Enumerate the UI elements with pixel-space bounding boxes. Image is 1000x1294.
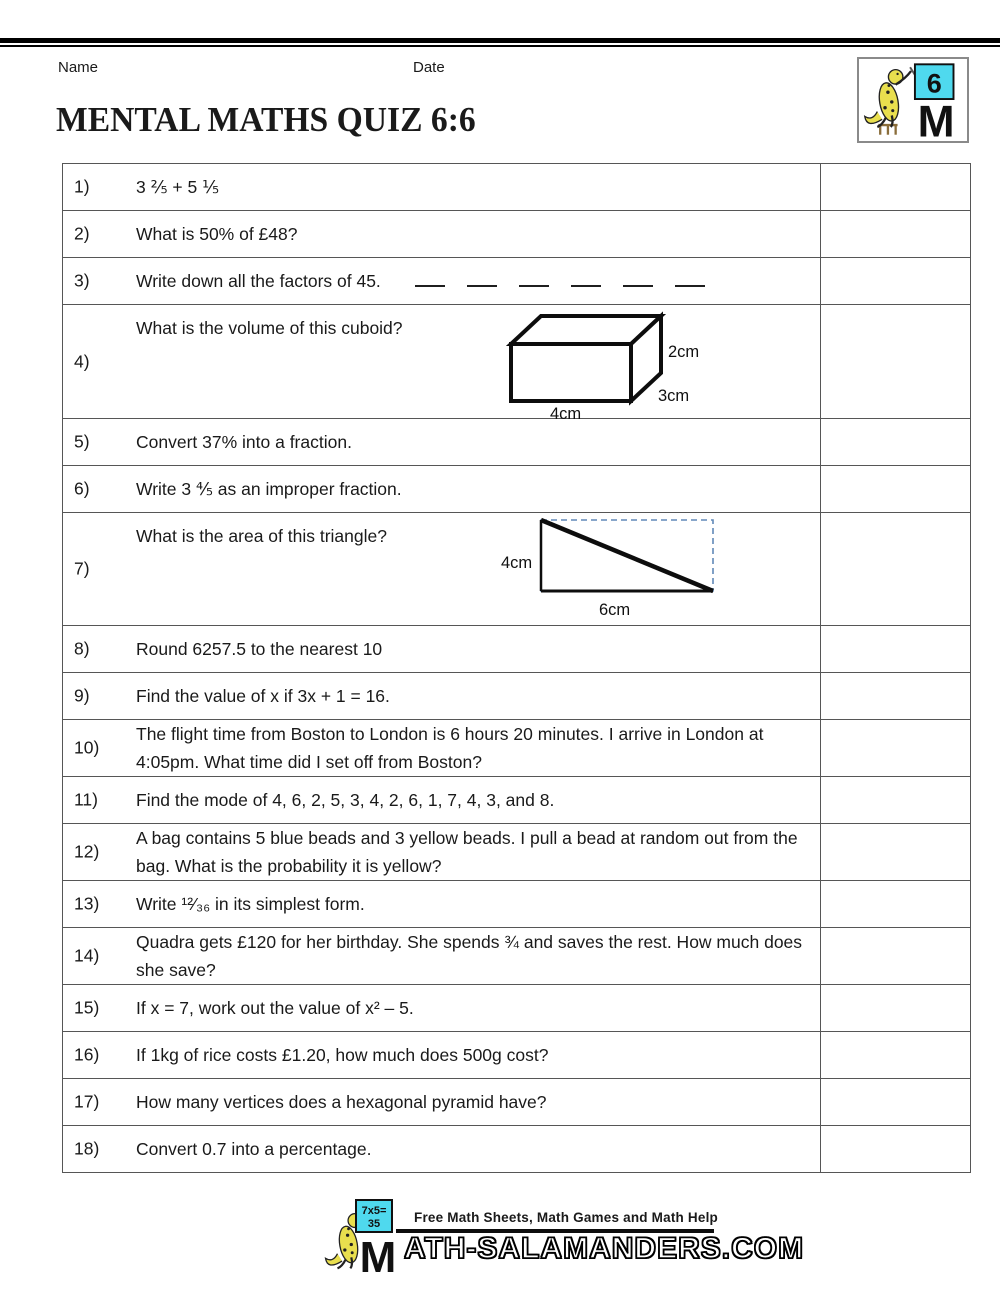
- question-text: If 1kg of rice costs £1.20, how much does 500g cost?: [136, 1045, 549, 1065]
- table-row: [63, 626, 971, 673]
- top-divider-bar: [0, 38, 1000, 47]
- answer-cell: [821, 626, 971, 673]
- footer-mascot-graphic: [322, 1198, 414, 1274]
- question-number: 7): [74, 558, 90, 579]
- question-number: 13): [74, 893, 100, 914]
- table-row: [63, 258, 971, 305]
- question-text: Convert 0.7 into a percentage.: [136, 1139, 372, 1159]
- table-row: [63, 1032, 971, 1079]
- cuboid-height-label: 2cm: [668, 343, 700, 361]
- question-text: How many vertices does a hexagonal pyramid have?: [136, 1092, 547, 1112]
- answer-cell: [821, 720, 971, 777]
- question-number: 10): [74, 737, 100, 758]
- question-text: Round 6257.5 to the nearest 10: [136, 639, 383, 659]
- question-number: 2): [74, 223, 90, 244]
- question-number: 8): [74, 638, 90, 659]
- question-text: The flight time from Boston to London is 6 hours 20 minutes. I arrive in London at 4:05pm. What time did I set off from Boston?: [136, 724, 764, 772]
- stool-icon: [878, 125, 897, 135]
- question-text: Write down all the factors of 45.: [136, 267, 810, 295]
- salamander-easel-graphic: [859, 59, 967, 141]
- question-text: Convert 37% into a fraction.: [136, 432, 352, 452]
- name-label: Name: [58, 59, 99, 76]
- question-number: 14): [74, 945, 100, 966]
- table-row: [63, 1079, 971, 1126]
- brand-initial-letter: M: [359, 1233, 397, 1274]
- answer-cell: [821, 1079, 971, 1126]
- question-number: 3): [74, 270, 90, 291]
- answer-blank: [623, 272, 653, 287]
- table-row: [63, 466, 971, 513]
- triangle-figure: [495, 517, 745, 626]
- answer-blanks: [393, 271, 705, 291]
- answer-cell: [821, 164, 971, 211]
- answer-cell: [821, 1032, 971, 1079]
- answer-blank: [415, 272, 445, 287]
- question-number: 15): [74, 997, 100, 1018]
- question-number: 6): [74, 478, 90, 499]
- answer-blank: [675, 272, 705, 287]
- answer-cell: [821, 985, 971, 1032]
- table-row: [63, 777, 971, 824]
- question-text: Write 3 ⅘ as an improper fraction.: [136, 479, 402, 499]
- question-number: 18): [74, 1138, 100, 1159]
- answer-cell: [821, 881, 971, 928]
- table-row: [63, 305, 971, 419]
- quiz-table: [62, 163, 971, 1173]
- question-number: 5): [74, 431, 90, 452]
- triangle-base-label: 6cm: [599, 601, 631, 619]
- mascot-card-line1: 7x5=: [361, 1205, 387, 1217]
- question-number: 12): [74, 841, 100, 862]
- footer-brand: [322, 1198, 805, 1278]
- answer-blank: [519, 272, 549, 287]
- question-number: 17): [74, 1091, 100, 1112]
- answer-cell: [821, 419, 971, 466]
- answer-cell: [821, 928, 971, 985]
- answer-blank: [467, 272, 497, 287]
- table-row: [63, 673, 971, 720]
- date-label: Date: [413, 59, 445, 76]
- question-number: 4): [74, 351, 90, 371]
- cuboid-width-label: 4cm: [550, 405, 582, 423]
- question-number: 11): [74, 789, 98, 810]
- table-row: [63, 928, 971, 985]
- mascot-card-line2: 35: [367, 1218, 381, 1230]
- answer-cell: [821, 824, 971, 881]
- answer-cell: [821, 1126, 971, 1173]
- answer-cell: [821, 258, 971, 305]
- cuboid-figure: [506, 311, 721, 428]
- table-row: [63, 419, 971, 466]
- table-row: [63, 824, 971, 881]
- brand-wordmark: ATH-SALAMANDERS.COM: [404, 1232, 805, 1265]
- answer-cell: [821, 305, 971, 419]
- question-text: Write ¹²⁄₃₆ in its simplest form.: [136, 894, 365, 914]
- table-row: [63, 985, 971, 1032]
- table-row: [63, 211, 971, 258]
- question-number: 16): [74, 1044, 100, 1065]
- table-row: [63, 164, 971, 211]
- question-number: 9): [74, 685, 90, 706]
- question-number: 1): [74, 176, 90, 197]
- table-row: [63, 513, 971, 626]
- answer-cell: [821, 777, 971, 824]
- page-title: MENTAL MATHS QUIZ 6:6: [56, 100, 476, 139]
- triangle-height-label: 4cm: [501, 554, 533, 572]
- question-text: What is the area of this triangle?: [136, 526, 387, 546]
- table-row: [63, 881, 971, 928]
- m-easel-letter: M: [917, 97, 955, 141]
- question-text: A bag contains 5 blue beads and 3 yellow beads. I pull a bead at random out from the bag. What is the probability it is yellow?: [136, 828, 798, 876]
- question-text: What is the volume of this cuboid?: [136, 318, 403, 338]
- table-row: [63, 720, 971, 777]
- question-text: Quadra gets £120 for her birthday. She spends ¾ and saves the rest. How much does she save?: [136, 932, 803, 980]
- question-text: What is 50% of £48?: [136, 224, 298, 244]
- question-text: Find the value of x if 3x + 1 = 16.: [136, 686, 390, 706]
- level-card-text: 6: [926, 68, 942, 99]
- table-row: [63, 1126, 971, 1173]
- salamander-mascot-icon: [865, 67, 915, 127]
- question-text: If x = 7, work out the value of x² – 5.: [136, 998, 414, 1018]
- footer-tagline: Free Math Sheets, Math Games and Math Help: [414, 1210, 718, 1225]
- answer-cell: [821, 673, 971, 720]
- answer-cell: [821, 513, 971, 626]
- level-badge: [857, 57, 969, 143]
- answer-cell: [821, 211, 971, 258]
- answer-cell: [821, 466, 971, 513]
- question-text: Find the mode of 4, 6, 2, 5, 3, 4, 2, 6, 1, 7, 4, 3, and 8.: [136, 790, 555, 810]
- question-text: 3 ⅖ + 5 ⅕: [136, 177, 220, 197]
- cuboid-depth-label: 3cm: [658, 387, 690, 405]
- answer-blank: [571, 272, 601, 287]
